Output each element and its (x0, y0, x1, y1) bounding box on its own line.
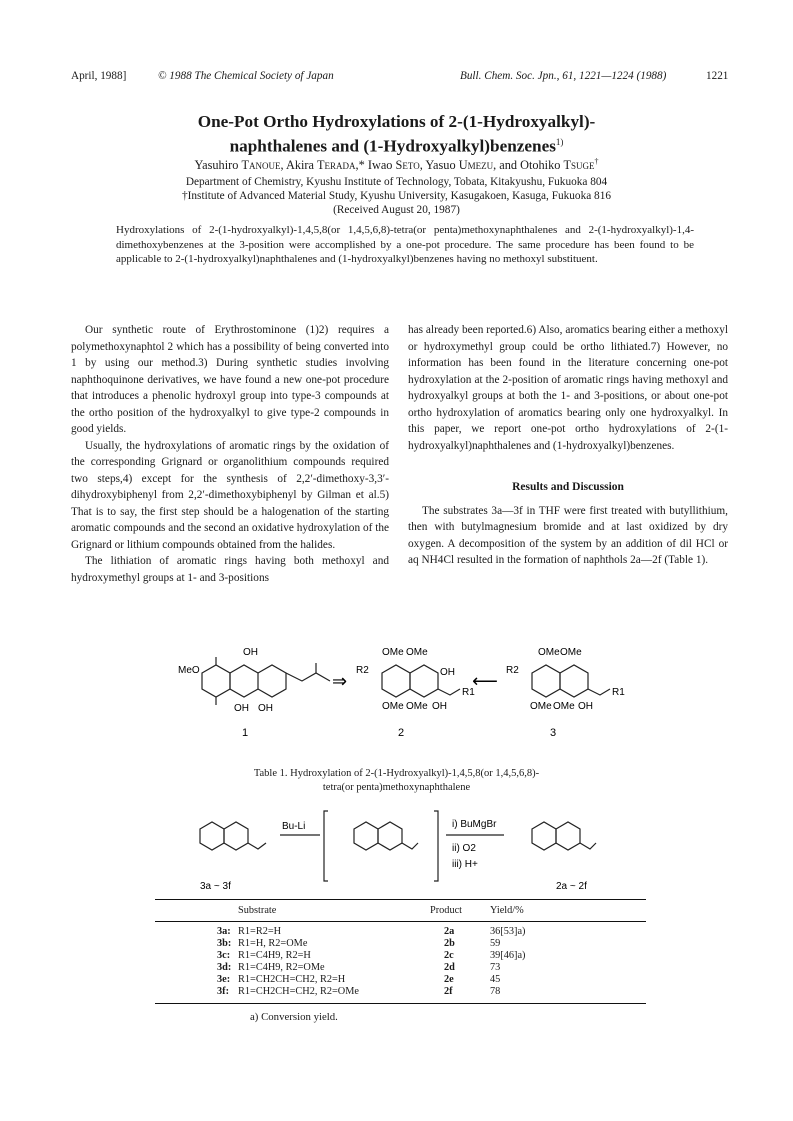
article-title (0, 111, 793, 157)
row-substrate: R1=CH2CH=CH2, R2=H (238, 974, 346, 985)
paragraph: The substrates 3a—3f in THF were first treated with butyllithium, then with butylmagnesium bromide and at last oxidized by dry oxygen. A decomposition of the system by an addition of dil HCl or aq NH4Cl resulted in the formation of naphthols 2a—2f (Table 1). (408, 504, 728, 566)
structure-1 (202, 657, 330, 705)
section-heading: Results and Discussion (512, 481, 624, 493)
r2-label: R2 (506, 665, 519, 676)
oh-label: OH (243, 647, 258, 658)
retro-arrow: ⇒ (332, 671, 348, 691)
oh-label: OH (234, 703, 249, 714)
row-substrate: R1=C4H9, R2=OMe (238, 962, 325, 973)
r2-label: R2 (356, 665, 369, 676)
oh-label: OH (432, 701, 447, 712)
scheme-1 (150, 643, 630, 743)
row-id: 3d: (217, 962, 232, 973)
title-line-1: One-Pot Ortho Hydroxylations of 2-(1-Hydroxyalkyl)- (197, 112, 596, 131)
ome-label: OMe (382, 647, 404, 658)
row-yield: 36[53]a) (490, 926, 526, 937)
header-citation: Bull. Chem. Soc. Jpn., 61, 1221—1224 (1988) (460, 70, 667, 82)
paragraph: The lithiation of aromatic rings having both methoxyl and hydroxymethyl groups at 1- and 3-positions (71, 555, 389, 584)
header-page-number: 1221 (706, 70, 729, 82)
start-material-label: 3a ~ 3f (200, 881, 231, 892)
row-product: 2e (444, 974, 454, 985)
row-product: 2f (444, 986, 453, 997)
ome-label: OMe (406, 647, 428, 658)
ome-label: OMe (553, 701, 575, 712)
row-id: 3e: (217, 974, 231, 985)
meo-label: MeO (178, 665, 200, 676)
affiliation-2: †Institute of Advanced Material Study, Kyushu University, Kasugakoen, Kasuga, Fukuoka 816 (182, 190, 611, 202)
table-header-rule (155, 921, 646, 922)
row-id: 3b: (217, 938, 232, 949)
row-id: 3c: (217, 950, 231, 961)
column-header: Yield/% (490, 905, 524, 916)
row-id: 3a: (217, 926, 231, 937)
compound-label-1: 1 (242, 727, 249, 739)
row-yield: 39[46]a) (490, 950, 526, 961)
ome-label: OMe (406, 701, 428, 712)
row-substrate: R1=CH2CH=CH2, R2=OMe (238, 986, 359, 997)
oh-label: OH (258, 703, 273, 714)
row-product: 2b (444, 938, 455, 949)
header-date: April, 1988] (71, 70, 127, 82)
row-product: 2a (444, 926, 455, 937)
row-substrate: R1=R2=H (238, 926, 282, 937)
row-yield: 73 (490, 962, 501, 973)
oh-label: OH (578, 701, 593, 712)
left-column (71, 322, 389, 586)
row-yield: 78 (490, 986, 501, 997)
right-column (408, 322, 728, 569)
r1-label: R1 (462, 687, 475, 698)
paragraph: has already been reported.6) Also, aromatics bearing either a methoxyl or hydroxymethyl group could be ortho lithiated.7) However, no information has been found in the literature concerning one-pot hydroxylation at the 2-position of aromatic rings having methoxyl and hydroxyalkyl groups at both the 1- and 3-positions, or about one-pot ortho hydroxylation of aromatics bearing only one hydroxyalkyl. In this paper, we report one-pot ortho hydroxylations of 2-(1-hydroxyalkyl)naphthalenes and (1-hydroxyalkyl)benzenes. (408, 324, 728, 452)
paragraph: Our synthetic route of Erythrostominone (1)2) requires a polymethoxynaphtol 2 which has a possibility of being converted into 1 by using our method.3) During synthetic studies involving naphthoquinone derivatives, we have found a new one-pot procedure that introduces a phenolic hydroxyl group into type-3 compounds at the ortho position of the hydroxyalkyl to give type-2 compounds in good yields. (71, 324, 389, 435)
author-list: Yasuhiro Tanoue, Akira Terada,* Iwao Seto, Yasuo Umezu, and Otohiko Tsuge† (194, 157, 599, 173)
row-substrate: R1=H, R2=OMe (238, 938, 308, 949)
table-footnote: a) Conversion yield. (250, 1011, 338, 1023)
back-arrow: ⟵ (472, 671, 498, 691)
affiliation-1: Department of Chemistry, Kyushu Institute of Technology, Tobata, Kitakyushu, Fukuoka 804 (185, 176, 608, 188)
ome-label: OMe (530, 701, 552, 712)
table-bottom-rule (155, 1003, 646, 1004)
table-scheme (170, 803, 610, 893)
ome-label: OMe (382, 701, 404, 712)
column-header: Substrate (238, 905, 277, 916)
row-product: 2d (444, 962, 455, 973)
paragraph: Usually, the hydroxylations of aromatic rings by the oxidation of the corresponding Grignard or organolithium compounds required two steps,4) except for the synthesis of 2,2′-dimethoxy-3,3′-dihydroxybiphenyl from 2,2′-dimethoxybiphenyl by Gilman et al.5) That is to say, the first step should be a halogenation of the starting aromatic compounds and the second an oxidative hydroxylation of the Grignard or lithium compounds obtained from the halides. (71, 439, 389, 551)
table-caption: Table 1. Hydroxylation of 2-(1-Hydroxyalkyl)-1,4,5,8(or 1,4,5,6,8)- tetra(or penta)methoxynaphthalene (253, 768, 540, 793)
structure-3 (532, 665, 610, 697)
row-yield: 45 (490, 974, 501, 985)
title-line-2: naphthalenes and (1-Hydroxyalkyl)benzenes$^{1)}$ (229, 136, 564, 156)
reagent-step-2: ii) O2 (452, 843, 476, 854)
product-label: 2a ~ 2f (556, 881, 587, 892)
ome-label: OMe (560, 647, 582, 658)
reagent-step-1: i) BuMgBr (452, 819, 497, 830)
ome-label: OMe (538, 647, 560, 658)
title-note: 1) (555, 137, 564, 147)
column-header: Product (430, 905, 463, 916)
oh-label: OH (440, 667, 455, 678)
compound-label-2: 2 (398, 727, 405, 739)
compound-label-3: 3 (550, 727, 557, 739)
received-date: (Received August 20, 1987) (333, 204, 460, 216)
row-product: 2c (444, 950, 454, 961)
header-copyright: © 1988 The Chemical Society of Japan (158, 70, 334, 82)
row-substrate: R1=C4H9, R2=H (238, 950, 311, 961)
row-id: 3f: (217, 986, 230, 997)
reagent-buli: Bu-Li (282, 821, 306, 832)
table-top-rule (155, 899, 646, 900)
abstract: Hydroxylations of 2-(1-hydroxyalkyl)-1,4,5,8(or 1,4,5,6,8)-tetra(or penta)methoxynaphthalenes and 2-(1-hydroxyalkyl)-1,4-dimethoxybenzenes at the 3-position were accomplished by a one-pot procedure. The same procedure has been found to be applicable to 2-(1-hydroxyalkyl)naphthalenes and (1-hydroxyalkyl)benzenes having no methoxyl substituent. (116, 224, 694, 266)
row-yield: 59 (490, 938, 501, 949)
reagent-step-3: iii) H+ (452, 859, 478, 870)
r1-label: R1 (612, 687, 625, 698)
